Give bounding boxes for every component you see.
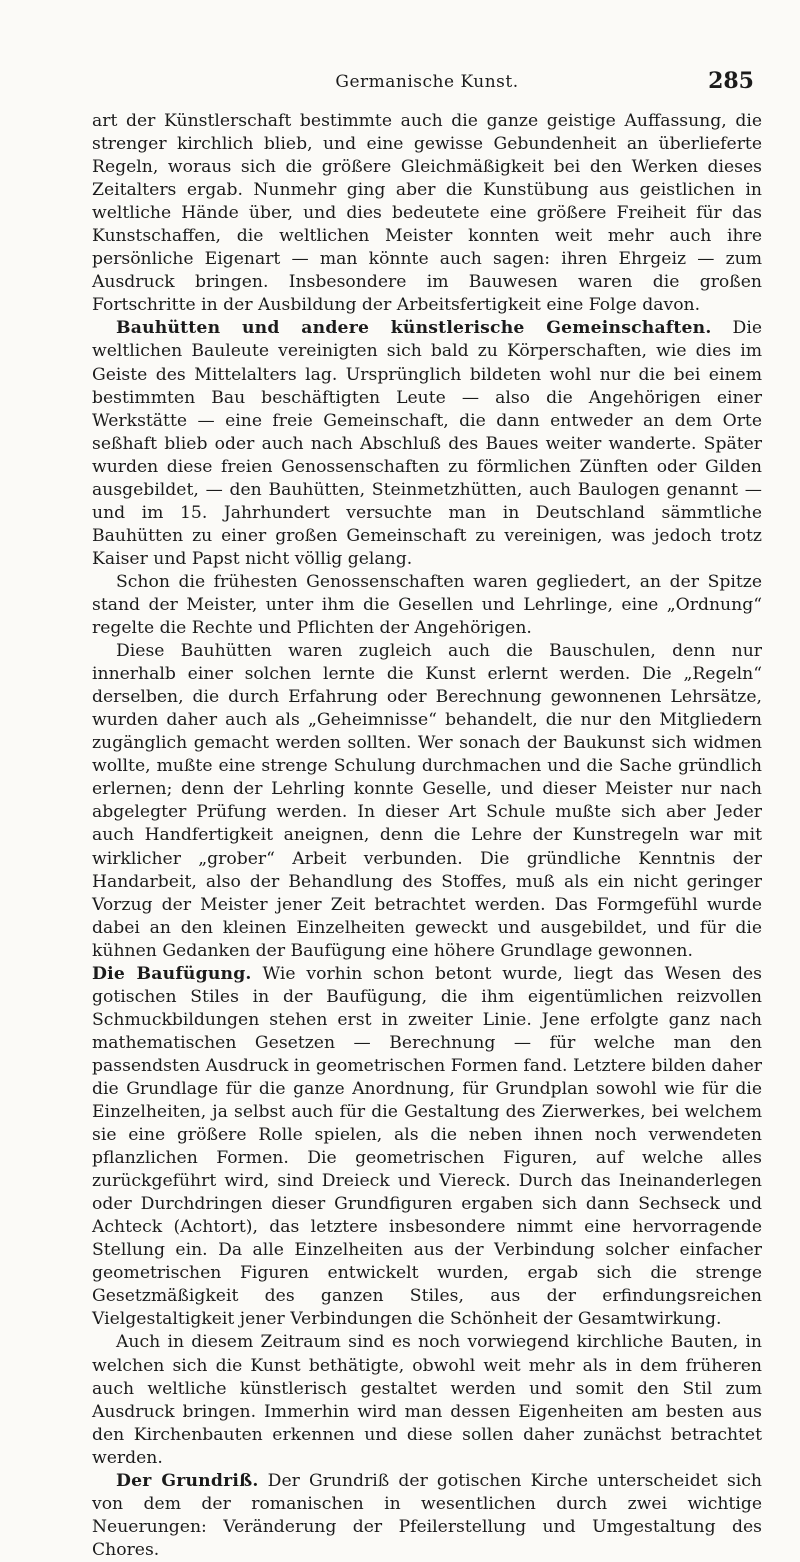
paragraph-7-text: Der Grundriß der gotischen Kirche unterscheidet sich von dem der romanischen in wesentlichen durch zwei wichtige Neuerungen: Veränderung der Pfeilerstellung und Umgestaltung des Chores. bbox=[92, 1470, 762, 1560]
paragraph-4 bbox=[92, 640, 762, 963]
paragraph-6-text: Auch in diesem Zeitraum sind es noch vorwiegend kirchliche Bauten, in welchen sich die Kunst bethätigte, obwohl weit mehr als in dem früheren auch weltliche künstlerisch gestaltet werden und somit den Stil zum Ausdruck bringen. Immerhin wird man dessen Eigenheiten am besten aus den Kirchenbauten erkennen und diese sollen daher zunächst betrachtet werden. bbox=[92, 1332, 762, 1468]
paragraph-3-text: Schon die frühesten Genossenschaften waren gegliedert, an der Spitze stand der Meister, unter ihm die Gesellen und Lehrlinge, eine „Ordnung“ regelte die Rechte und Pflichten der Angehörigen. bbox=[92, 571, 762, 639]
paragraph-7 bbox=[92, 1470, 762, 1562]
paragraph-4-text: Diese Bauhütten waren zugleich auch die Bauschulen, denn nur innerhalb einer solchen lernte die Kunst erlernt werden. Die „Regeln“ derselben, die durch Erfahrung oder Berechnung gewonnenen Lehrsätze, wurden daher auch als „Geheimnisse“ behandelt, die nur den Mitgliedern zugänglich gemacht werden sollten. Wer sonach der Baukunst sich widmen wollte, mußte eine strenge Schulung durchmachen und die Sache gründlich erlernen; denn der Lehrling konnte Geselle, und dieser Meister nur nach abgelegter Prüfung werden. In dieser Art Schule mußte sich aber Jeder auch Handfertigkeit aneignen, denn die Lehre der Kunstregeln war mit wirklicher „grober“ Arbeit verbunden. Die gründliche Kenntnis der Handarbeit, also der Behandlung des Stoffes, muß als ein nicht geringer Vorzug der Meister jener Zeit betrachtet werden. Das Formgefühl wurde dabei an den kleinen Einzelheiten geweckt und ausgebildet, und für die kühnen Gedanken der Baufügung eine höhere Grundlage gewonnen. bbox=[92, 641, 762, 961]
running-title: Germanische Kunst. bbox=[335, 72, 519, 92]
paragraph-2-text: Die weltlichen Bauleute vereinigten sich bald zu Körperschaften, wie dies im Geiste des Mittelalters lag. Ursprünglich bildeten wohl nur die bei einem bestimmten Bau beschäftigten Leute — also die Angehörigen einer Werkstätte — eine freie Gemeinschaft, die dann entweder an dem Orte seßhaft blieb oder auch nach Abschluß des Baues weiter wanderte. Später wurden diese freien Genossenschaften zu förmlichen Zünften oder Gilden ausgebildet, — den Bauhütten, Steinmetzhütten, auch Baulogen genannt — und im 15. Jahrhundert versuchte man in Deutschland sämmtliche Bauhütten zu einer großen Gemeinschaft zu vereinigen, was jedoch trotz Kaiser und Papst nicht völlig gelang. bbox=[92, 318, 762, 569]
paragraph-5 bbox=[92, 963, 762, 1332]
page-number: 285 bbox=[708, 68, 754, 94]
paragraph-5-text: Wie vorhin schon betont wurde, liegt das Wesen des gotischen Stiles in der Baufügung, die ihm eigentümlichen reizvollen Schmuckbildungen stehen erst in zweiter Linie. Jene erfolgte ganz nach mathematischen Gesetzen — Berechnung — für welche man den passendsten Ausdruck in geometrischen Formen fand. Letztere bilden daher die Grundlage für die ganze Anordnung, für Grundplan sowohl wie für die Einzelheiten, ja selbst auch für die Gestaltung des Zierwerkes, bei welchem sie eine größere Rolle spielen, als die neben ihnen noch verwendeten pflanzlichen Formen. Die geometrischen Figuren, auf welche alles zurückgeführt wird, sind Dreieck und Viereck. Durch das Ineinanderlegen oder Durchdringen dieser Grundfiguren ergaben sich dann Sechseck und Achteck (Achtort), das letztere insbesondere nimmt eine hervorragende Stellung ein. Da alle Einzelheiten aus der Verbindung solcher einfacher geometrischen Figuren entwickelt wurden, ergab sich die strenge Gesetzmäßigkeit des ganzen Stiles, aus der erfindungsreichen Vielgestaltigkeit jener Verbindungen die Schönheit der Gesamtwirkung. bbox=[92, 963, 762, 1330]
paragraph-2 bbox=[92, 317, 762, 571]
section-heading-bauhuetten: Bauhütten und andere künstlerische Gemeinschaften. bbox=[116, 318, 712, 339]
paragraph-6 bbox=[92, 1331, 762, 1469]
paragraph-1-text: art der Künstlerschaft bestimmte auch die ganze geistige Auffassung, die strenger kirchlich blieb, und eine gewisse Gebundenheit an überlieferte Regeln, woraus sich die größere Gleichmäßigkeit bei den Werken dieses Zeitalters ergab. Nunmehr ging aber die Kunstübung aus geistlichen in weltliche Hände über, und dies bedeutete eine größere Freiheit für das Kunstschaffen, die weltlichen Meister konnten weit mehr auch ihre persönliche Eigenart — man könnte auch sagen: ihren Ehrgeiz — zum Ausdruck bringen. Insbesondere im Bauwesen waren die großen Fortschritte in der Ausbildung der Arbeitsfertigkeit eine Folge davon. bbox=[92, 111, 762, 316]
paragraph-3 bbox=[92, 571, 762, 640]
paragraph-1 bbox=[92, 110, 762, 317]
body-text bbox=[92, 110, 762, 1562]
page-header bbox=[92, 0, 762, 110]
section-heading-grundriss: Der Grundriß. bbox=[116, 1470, 259, 1491]
section-heading-baufuegung: Die Baufügung. bbox=[92, 963, 252, 984]
